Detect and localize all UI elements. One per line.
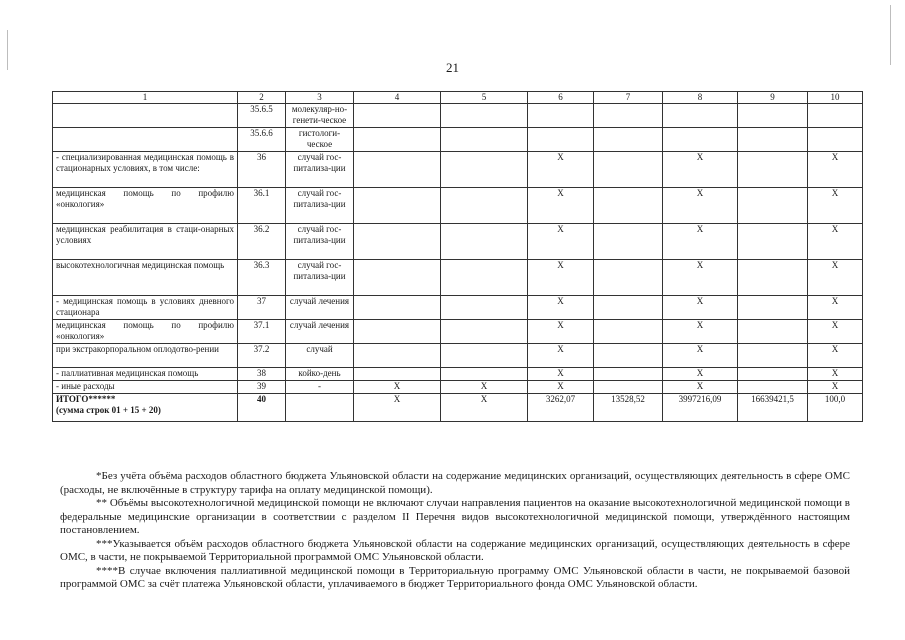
table-cell (738, 104, 808, 128)
table-cell (594, 320, 663, 344)
table-cell (808, 128, 863, 152)
table-cell (354, 152, 441, 188)
table-cell: X (663, 152, 738, 188)
table-cell: медицинская помощь по профилю «онкология» (53, 188, 238, 224)
table-header-row (53, 92, 863, 104)
header-cell: 3 (286, 92, 354, 104)
table-cell (441, 368, 528, 381)
table-cell (354, 320, 441, 344)
table-cell (354, 296, 441, 320)
table-cell (354, 104, 441, 128)
table-cell (594, 344, 663, 368)
table-cell: случай гос-питализа-ции (286, 152, 354, 188)
table-cell (354, 260, 441, 296)
total-cell: 3262,07 (528, 394, 594, 422)
table-cell: 39 (238, 381, 286, 394)
table-cell (594, 188, 663, 224)
table-cell: X (808, 344, 863, 368)
table-cell: X (663, 320, 738, 344)
table-cell (738, 224, 808, 260)
table-cell: X (354, 381, 441, 394)
table-cell (738, 260, 808, 296)
table-row (53, 224, 863, 260)
total-cell: 40 (238, 394, 286, 422)
table-cell: X (528, 260, 594, 296)
table-row (53, 296, 863, 320)
table-cell: X (808, 188, 863, 224)
table-row (53, 104, 863, 128)
total-cell: 100,0 (808, 394, 863, 422)
table-cell (53, 128, 238, 152)
table-cell: медицинская помощь по профилю «онкология» (53, 320, 238, 344)
header-cell: 9 (738, 92, 808, 104)
table-cell (441, 188, 528, 224)
table-cell: - специализированная медицинская помощь в стационарных условиях, в том числе: (53, 152, 238, 188)
table-cell: - иные расходы (53, 381, 238, 394)
table-cell (528, 104, 594, 128)
page-number: 21 (446, 60, 459, 75)
table-cell (738, 320, 808, 344)
table-cell: случай гос-питализа-ции (286, 224, 354, 260)
table-cell: X (528, 224, 594, 260)
footnotes (60, 470, 850, 592)
table-cell: 37.1 (238, 320, 286, 344)
table-cell: X (808, 260, 863, 296)
table-cell (738, 296, 808, 320)
table-cell (594, 128, 663, 152)
table-cell: 36.1 (238, 188, 286, 224)
table-row (53, 128, 863, 152)
scan-edge-mark (890, 5, 891, 65)
table-row (53, 344, 863, 368)
table-cell: X (528, 296, 594, 320)
header-cell: 10 (808, 92, 863, 104)
table-cell: случай гос-питализа-ции (286, 188, 354, 224)
table-cell: X (663, 224, 738, 260)
table-cell: случай лечения (286, 296, 354, 320)
table-cell (354, 128, 441, 152)
total-row (53, 394, 863, 422)
data-table (52, 91, 863, 422)
table-cell (738, 152, 808, 188)
total-cell: 3997216,09 (663, 394, 738, 422)
header-cell: 1 (53, 92, 238, 104)
table-cell: случай лечения (286, 320, 354, 344)
table-cell: - (286, 381, 354, 394)
table-cell: X (808, 368, 863, 381)
table-cell: X (528, 344, 594, 368)
table-cell (738, 128, 808, 152)
table-row (53, 320, 863, 344)
table-cell (594, 224, 663, 260)
header-cell: 5 (441, 92, 528, 104)
table-cell (441, 128, 528, 152)
table-cell: высокотехнологичная медицинская помощь (53, 260, 238, 296)
table-cell (738, 188, 808, 224)
footnote: *Без учёта объёма расходов областного бюджета Ульяновской области на содержание медицинских организаций, осуществляющих деятельность в сфере ОМС (расходы, не включённые в структуру тарифа на оплату медицинской помощи). (60, 470, 850, 496)
table-cell (738, 368, 808, 381)
table-cell: X (808, 320, 863, 344)
table-row (53, 381, 863, 394)
footnote: ****В случае включения паллиативной медицинской помощи в Территориальную программу ОМС Ульяновской области в части, не покрываемой базовой программой ОМС за счёт платежа Ульяновской области, уплачиваемого в бюджет Территориального фонда ОМС Ульяновской области. (60, 564, 850, 590)
table-cell: X (528, 381, 594, 394)
table-cell: - медицинская помощь в условиях дневного стационара (53, 296, 238, 320)
header-cell: 8 (663, 92, 738, 104)
table-cell: койко-день (286, 368, 354, 381)
table-cell (354, 224, 441, 260)
table-cell: X (808, 296, 863, 320)
table-cell (528, 128, 594, 152)
table-cell (663, 104, 738, 128)
footnote: ***Указывается объём расходов областного бюджета Ульяновской области на содержание медицинских организаций, осуществляющих деятельность в сфере ОМС, в части, не покрываемой Территориальной программой ОМС Ульяновской области. (60, 537, 850, 563)
table-row (53, 188, 863, 224)
table-cell: X (528, 368, 594, 381)
total-cell: 13528,52 (594, 394, 663, 422)
table-cell: X (663, 260, 738, 296)
table-cell: медицинская реабилитация в стаци-онарных условиях (53, 224, 238, 260)
table-cell: 36 (238, 152, 286, 188)
table-cell: X (808, 381, 863, 394)
table-cell (354, 344, 441, 368)
total-cell: X (354, 394, 441, 422)
table-cell (441, 296, 528, 320)
header-cell: 2 (238, 92, 286, 104)
table-cell (441, 260, 528, 296)
table-cell (738, 344, 808, 368)
total-cell: 16639421,5 (738, 394, 808, 422)
table-cell: 35.6.5 (238, 104, 286, 128)
table-cell (354, 368, 441, 381)
table-cell: - паллиативная медицинская помощь (53, 368, 238, 381)
table-cell: 36.2 (238, 224, 286, 260)
total-label-title: ИТОГО****** (56, 394, 116, 404)
table-cell (594, 381, 663, 394)
table-cell: 37 (238, 296, 286, 320)
table-cell: X (663, 296, 738, 320)
table-cell: X (663, 188, 738, 224)
table-cell: при экстракорпоральном оплодотво-рении (53, 344, 238, 368)
header-cell: 4 (354, 92, 441, 104)
table-cell: X (528, 320, 594, 344)
table-cell: 35.6.6 (238, 128, 286, 152)
table-cell: X (663, 368, 738, 381)
table-cell: 38 (238, 368, 286, 381)
table-row (53, 368, 863, 381)
table-cell (738, 381, 808, 394)
table-row (53, 152, 863, 188)
table-cell (441, 104, 528, 128)
table-cell: X (528, 188, 594, 224)
table-cell: случай (286, 344, 354, 368)
table-cell (441, 224, 528, 260)
table-cell: молекуляр-но-генети-ческое (286, 104, 354, 128)
table-cell (808, 104, 863, 128)
table-cell: X (528, 152, 594, 188)
table-cell: X (441, 381, 528, 394)
table-cell: X (808, 224, 863, 260)
table-cell (594, 152, 663, 188)
total-cell: X (441, 394, 528, 422)
table-cell: X (663, 344, 738, 368)
table-cell (354, 188, 441, 224)
table-cell (594, 260, 663, 296)
table-cell (53, 104, 238, 128)
table-cell (594, 296, 663, 320)
total-label-subtitle: (сумма строк 01 + 15 + 20) (56, 405, 161, 415)
table-cell: X (663, 381, 738, 394)
table-cell (663, 128, 738, 152)
table-cell: 37.2 (238, 344, 286, 368)
footnote: ** Объёмы высокотехнологичной медицинской помощи не включают случаи направления пациентов на оказание высокотехнологичной медицинской помощи в федеральные медицинские организации в соответствии с разделом II Перечня видов высокотехнологичной медицинской помощи, утверждённого настоящим постановлением. (60, 497, 850, 536)
table-cell (441, 344, 528, 368)
table-cell: случай гос-питализа-ции (286, 260, 354, 296)
table-cell (594, 104, 663, 128)
table-row (53, 260, 863, 296)
header-cell: 6 (528, 92, 594, 104)
table-cell (441, 320, 528, 344)
table-cell (594, 368, 663, 381)
header-cell: 7 (594, 92, 663, 104)
table-cell: гистологи-ческое (286, 128, 354, 152)
table-cell (441, 152, 528, 188)
table-cell: 36.3 (238, 260, 286, 296)
table-cell: X (808, 152, 863, 188)
total-cell (286, 394, 354, 422)
total-label (53, 394, 238, 422)
